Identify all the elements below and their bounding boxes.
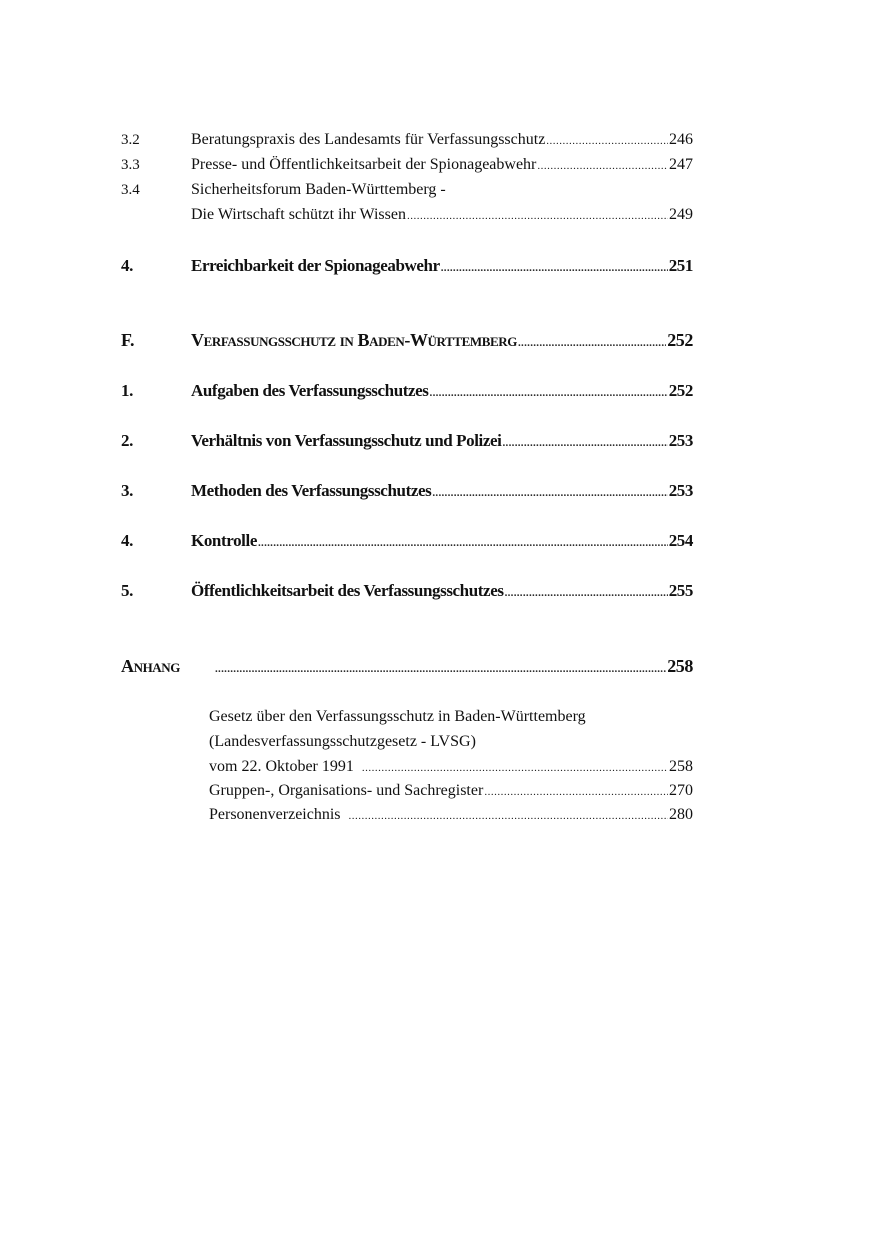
leader-dots [546,135,668,147]
appendix-law-line3: vom 22. Oktober 1991 [209,758,354,775]
section-page: 254 [668,531,693,550]
leader-dots [441,262,668,274]
appendix-persons-page: 280 [669,806,693,823]
entry-page: 251 [668,256,693,275]
appendix-register-entry [209,782,693,808]
anhang-page: 258 [667,656,693,676]
appendix-law-entry [209,758,693,784]
toc-section-1 [121,381,693,407]
section-page: 253 [668,481,693,500]
entry-page: 246 [669,131,693,148]
section-number: 2. [121,431,133,450]
entry-number: 3.4 [121,182,140,198]
leader-dots [484,786,668,798]
leader-dots [503,437,668,449]
section-number: 5. [121,581,133,600]
chapter-page: 252 [667,330,693,350]
appendix-register-title: Gruppen-, Organisations- und Sachregister [209,782,484,799]
leader-dots [518,337,666,349]
toc-entry-3-4-continued [121,206,693,232]
toc-section-2 [121,431,693,457]
leader-dots [505,587,668,599]
entry-title: Presse- und Öffentlichkeitsarbeit der Spionageabwehr [191,156,537,173]
leader-dots [349,810,668,822]
entry-title: Erreichbarkeit der Spionageabwehr [191,256,440,275]
entry-number: 4. [121,256,133,275]
entry-page: 247 [669,156,693,173]
toc-section-5 [121,581,693,607]
section-title: Kontrolle [191,531,257,550]
section-title: Aufgaben des Verfassungsschutzes [191,381,429,400]
toc-entry-3-3 [121,156,693,182]
leader-dots [407,210,668,222]
section-title: Verhältnis von Verfassungsschutz und Polizei [191,431,502,450]
toc-section-3 [121,481,693,507]
leader-dots [430,387,668,399]
section-title: Methoden des Verfassungsschutzes [191,481,432,500]
leader-dots [537,160,668,172]
entry-number: 3.3 [121,157,140,173]
section-number: 1. [121,381,133,400]
toc-entry-3-4 [121,181,693,207]
entry-title-line2: Die Wirtschaft schützt ihr Wissen [191,206,406,223]
toc-anhang [121,656,693,682]
toc-chapter-f [121,330,693,356]
leader-dots [215,663,666,675]
appendix-persons-title: Personenverzeichnis [209,806,341,823]
appendix-law-line1: Gesetz über den Verfassungsschutz in Baden-Württemberg [209,708,586,725]
leader-dots [362,762,668,774]
toc-section-4 [121,531,693,557]
toc-entry-4 [121,256,693,282]
section-number: 4. [121,531,133,550]
section-number: 3. [121,481,133,500]
entry-number: 3.2 [121,132,140,148]
appendix-law-page: 258 [669,758,693,775]
appendix-law-line2: (Landesverfassungsschutzgesetz - LVSG) [209,733,476,750]
leader-dots [432,487,667,499]
section-page: 253 [668,431,693,450]
entry-title-line1: Sicherheitsforum Baden-Württemberg - [191,181,446,198]
chapter-number: F. [121,330,135,350]
toc-entry-3-2 [121,131,693,157]
leader-dots [258,537,668,549]
appendix-persons-entry [209,806,693,832]
section-page: 255 [668,581,693,600]
entry-page: 249 [669,206,693,223]
chapter-title: Verfassungsschutz in Baden-Württemberg [191,330,517,350]
anhang-title: Anhang [121,656,180,676]
entry-title: Beratungspraxis des Landesamts für Verfassungsschutz [191,131,546,148]
appendix-register-page: 270 [669,782,693,799]
section-title: Öffentlichkeitsarbeit des Verfassungsschutzes [191,581,504,600]
section-page: 252 [668,381,693,400]
